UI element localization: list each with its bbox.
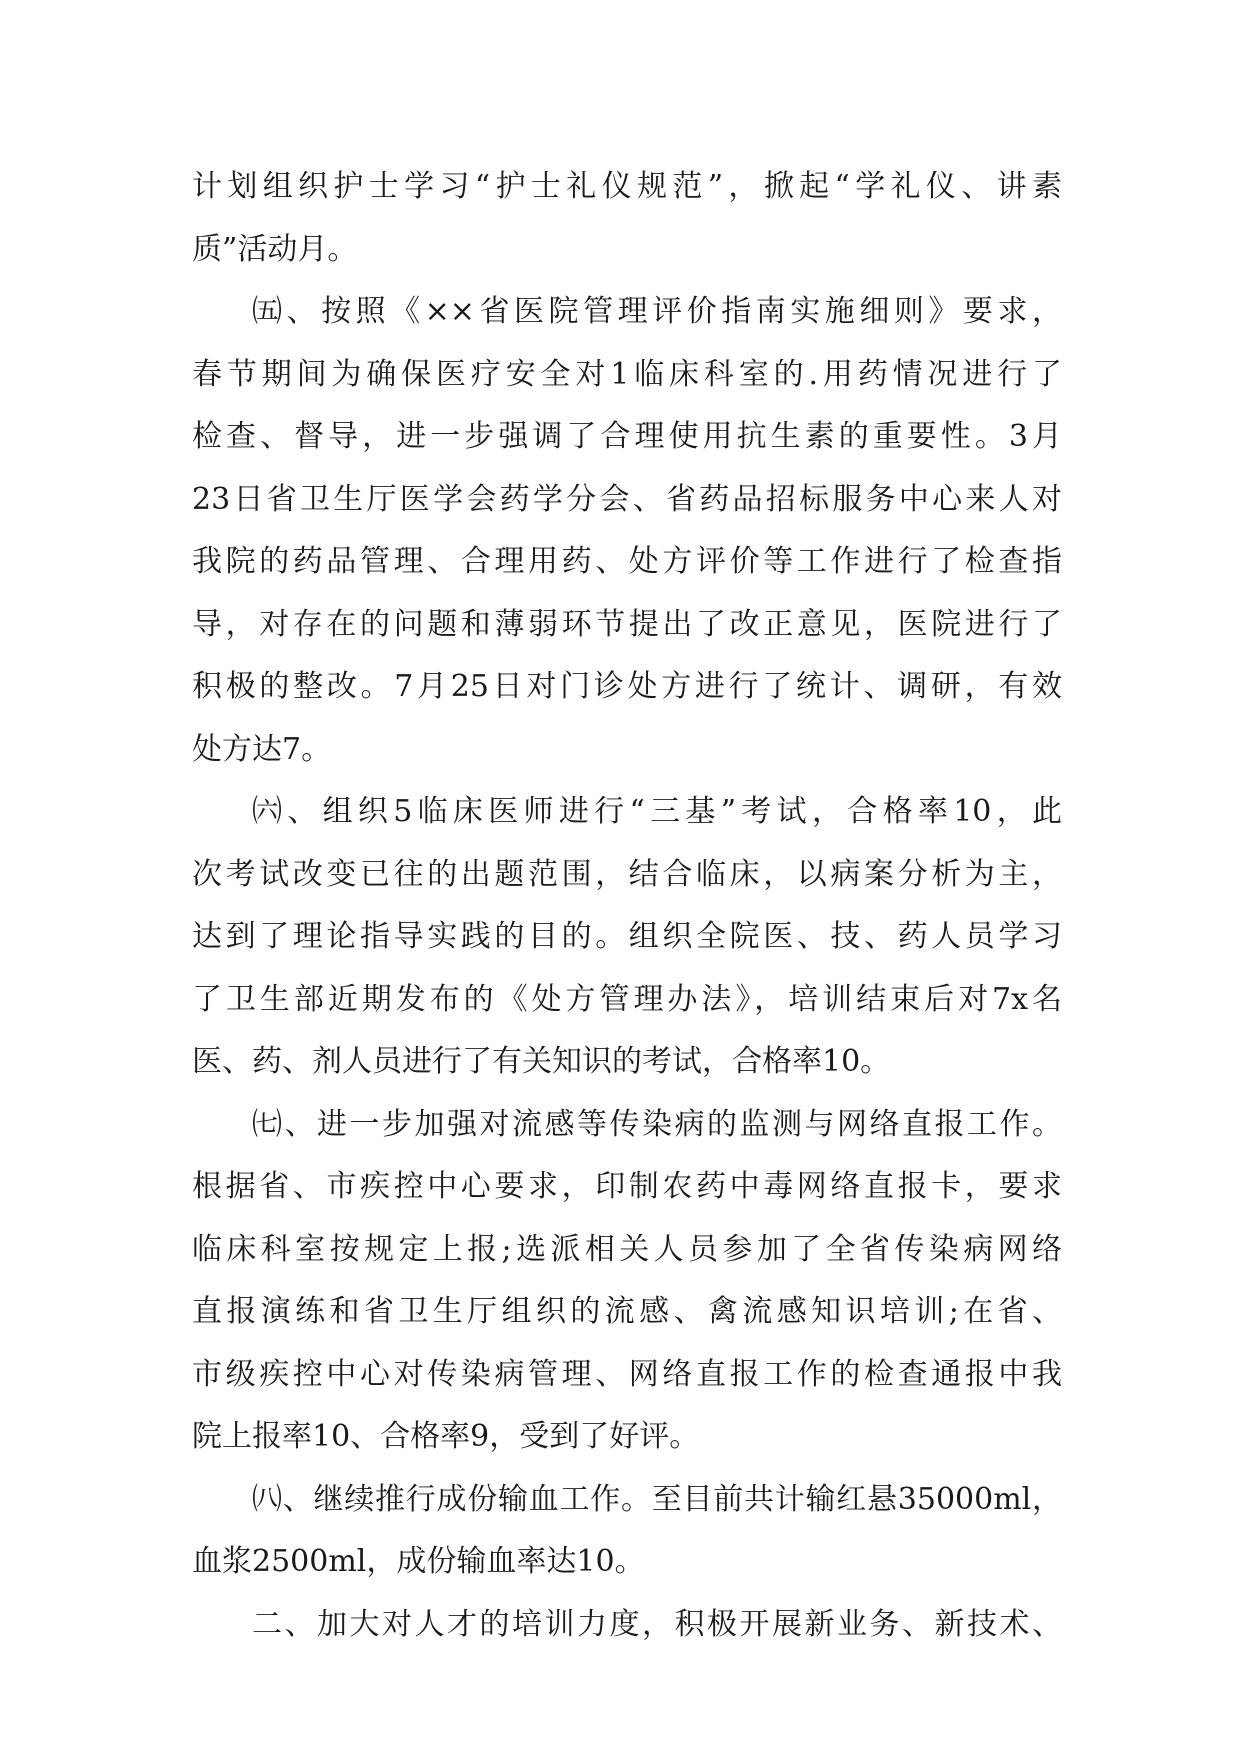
text-line: 检查、督导，进一步强调了合理使用抗生素的重要性。3月	[192, 419, 1062, 454]
text-line: 临床科室按规定上报;选派相关人员参加了全省传染病网络	[192, 1231, 1062, 1267]
text-line: 血浆2500ml，成份输血率达10。	[192, 1544, 645, 1579]
text-line: ㈦、进一步加强对流感等传染病的监测与网络直报工作。	[252, 1106, 1062, 1142]
text-line: 我院的药品管理、合理用药、处方评价等工作进行了检查指	[192, 544, 1062, 579]
text-line: 次考试改变已往的出题范围，结合临床，以病案分析为主，	[192, 856, 1062, 892]
text-line: ㈥、组织5临床医师进行“三基”考试，合格率10，此	[252, 794, 1062, 829]
text-line: 积极的整改。7月25日对门诊处方进行了统计、调研，有效	[192, 669, 1062, 704]
text-line: 质”活动月。	[192, 231, 358, 267]
text-line: 处方达7。	[192, 731, 332, 767]
text-line: 了卫生部近期发布的《处方管理办法》，培训结束后对7x名	[192, 981, 1062, 1017]
text-line: ㈤、按照《××省医院管理评价指南实施细则》要求，	[252, 294, 1062, 329]
text-line: 春节期间为确保医疗安全对1临床科室的.用药情况进行了	[192, 356, 1062, 392]
text-line: ㈧、继续推行成份输血工作。至目前共计输红悬35000ml，	[252, 1481, 1062, 1517]
text-line: 二、加大对人才的培训力度，积极开展新业务、新技术、	[252, 1606, 1062, 1642]
text-line: 导，对存在的问题和薄弱环节提出了改正意见，医院进行了	[192, 606, 1062, 642]
text-line: 计划组织护士学习“护士礼仪规范”，掀起“学礼仪、讲素	[192, 169, 1062, 204]
text-line: 市级疾控中心对传染病管理、网络直报工作的检查通报中我	[192, 1356, 1062, 1392]
text-line: 医、药、剂人员进行了有关知识的考试，合格率10。	[192, 1044, 891, 1079]
document-body	[192, 156, 1062, 1656]
text-line: 达到了理论指导实践的目的。组织全院医、技、药人员学习	[192, 919, 1062, 954]
text-line: 院上报率10、合格率9，受到了好评。	[192, 1419, 700, 1454]
text-line: 根据省、市疾控中心要求，印制农药中毒网络直报卡，要求	[192, 1169, 1062, 1204]
text-line: 直报演练和省卫生厅组织的流感、禽流感知识培训;在省、	[192, 1294, 1062, 1329]
text-line: 23日省卫生厅医学会药学分会、省药品招标服务中心来人对	[192, 481, 1062, 517]
